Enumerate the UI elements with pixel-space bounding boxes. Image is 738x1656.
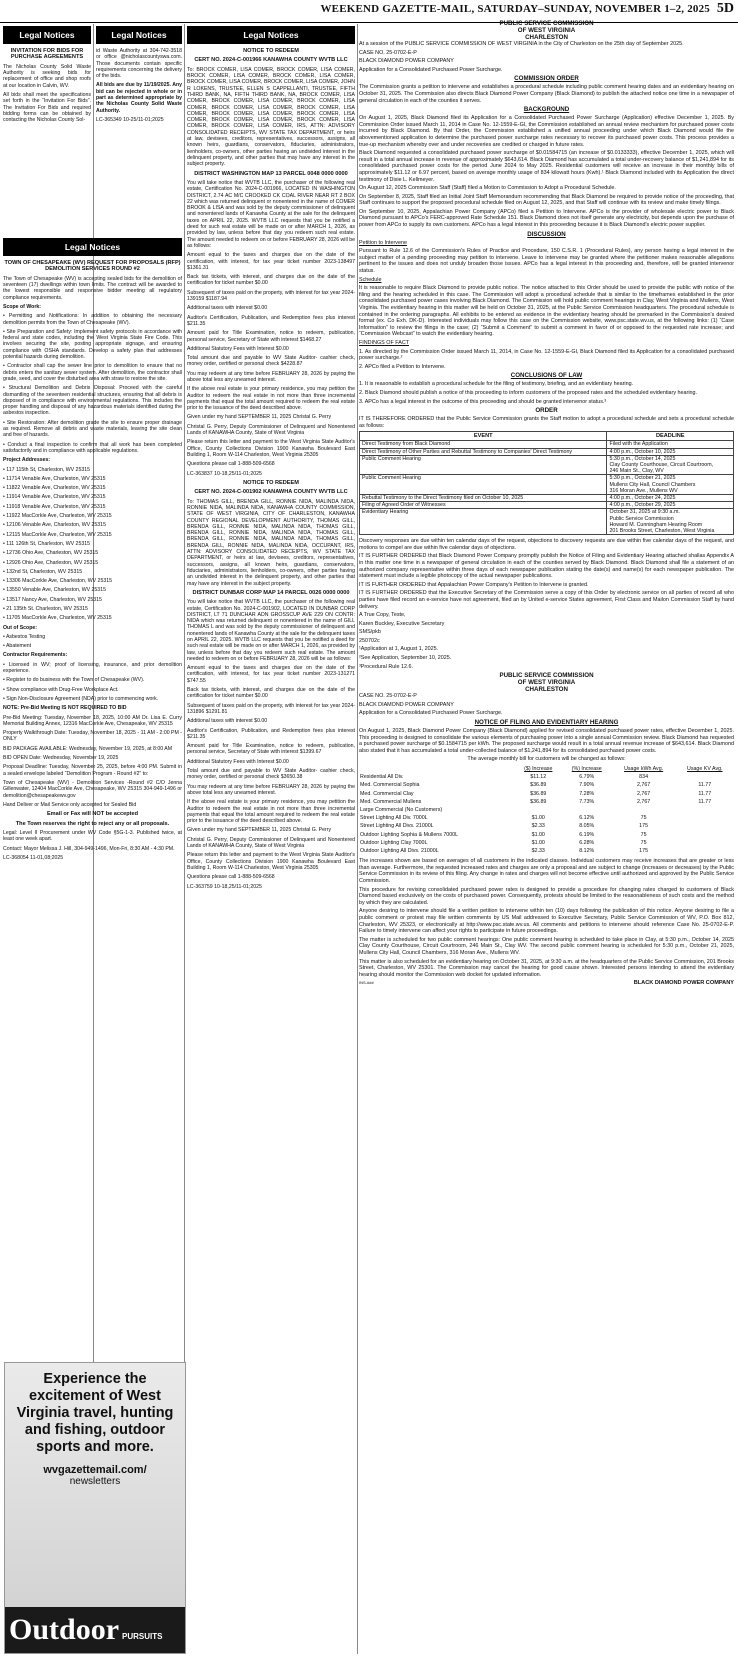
requirement-item: • Sign Non-Disclosure Agreement (NDA) prior to commencing work. (3, 695, 159, 702)
notice-body: You will take notice that WVTB LLC, the purchaser of the following real estate, Certification No. 2024-C-001966, LOCATED IN WASHINGTON DISTRICT, 2.74 AC M/C CROOKED CK COAL RIVER NEAR RT 2 BOX 22 which was returned delinquent or nonentered in the name of COMER BROOK & LISA and was sold by the deputy commissioner of delinquent and nonentered lands of Kanawha County at the sale for the delinquent taxes on APRIL 22, 2025. WVTB LLC requests that you be notified a deed for such real estate will be made on or after MARCH 1, 2026, as provided by law, unless before that day you redeem such real estate. The amount needed to redeem on or before FEBRUARY 28, 2026 will be as follows: (187, 179, 355, 249)
notice-body: If the above real estate is your primary residence, you may petition the Auditor to redeem the real estate in not more than three incremental payments that equal the total amount required to redeem the real estate prior to the issuance of the deed described above. (187, 799, 355, 825)
table-cell: Street Lighting All Divs. 21000L (360, 823, 434, 830)
project-address: • 12106 Venable Ave, Charleston, WV 25315 (3, 522, 106, 529)
legal-code: LC-363837 10-18,25/11-01;2025 (187, 470, 262, 477)
section-title: BACKGROUND (523, 106, 570, 114)
outdoor-pursuits-ad[interactable] (4, 1362, 186, 1654)
project-address: • 21 135th St. Charleston, WV 25315 (3, 605, 88, 612)
logo-subtext: PURSUITS (122, 1632, 163, 1641)
table-cell (676, 822, 734, 830)
column-rule (357, 24, 358, 1654)
notice-paragraph: The increases shown are based on averages of all customers in the indicated classes. Individual customers may receive increases that are greater or less than average. Furthermore, the requested increased rates and charges are only a proposal and are subject to change (increases or decreases) by the Public Service Commission in its review of this filing. Any change in rates and charges will not become effective until authorized and approved by the Public Service Commission. (359, 858, 734, 885)
table-row (360, 475, 734, 495)
legal-code: LC-363759 10-18,25/11-01;2025 (187, 883, 262, 890)
cert-number: CERT NO. 2024-C-001966 KANAWHA COUNTY WVTB LLC (194, 57, 348, 64)
order-paragraph: IT IS FURTHER ORDERED that Black Diamond Power Company promptly publish the Notice of Filing and Evidentiary Hearing attached shallas Appendix A in this matter one time in a newspaper of general circulation in each of the counties served by Black Diamond. Black Diamond shall file a statement of an authorized company representative within three days of each newspaper publication stating the date(s) and name(s) for each newspaper publication. The statement must include a legible photocopy of the actual newspaper publications. (359, 553, 734, 580)
psc-heading: OF WEST VIRGINIA (517, 679, 576, 687)
project-address: • 12115 MacCorkle Ave, Charleston, WV 25315 (3, 531, 112, 538)
notice-body: Auditor's Certification, Publication, and Redemption fees plus interest $211.35 (187, 727, 355, 740)
table-cell: 175 (639, 848, 649, 855)
table-cell: Large Commercial (No Customers) (360, 807, 443, 814)
section-title: NOTICE OF FILING AND EVIDENTIARY HEARING (474, 719, 619, 727)
project-address: • 11918 Venable Ave, Charleston, WV 25315 (3, 503, 106, 510)
table-row (359, 839, 734, 847)
order-paragraph: IT IS THEREFORE ORDERED that the Public Service Commission grants the Staff motion to adopt a procedural schedule and sets a procedural schedule as follows: (359, 416, 734, 429)
project-address: • 111 126th St, Charleston, WV 25315 (3, 540, 90, 547)
notice-body: Amount equal to the taxes and charges due on the date of the certification, with interest, for tax year ticket number 2023-131271 $747.55 (187, 665, 355, 684)
table-header: Usage KV Avg. (687, 766, 723, 772)
psc-notice (359, 20, 734, 1654)
notice-body: Additional taxes with interest $0.00 (187, 718, 268, 725)
project-address: • 117 115th St, Charleston, WV 25315 (3, 466, 90, 473)
intervene-paragraph: Pursuant to Rule 12.6 of the Commission's Rules of Practice and Procedure, 150 C.S.R. 1 (Procedural Rules), any person having a legal interest in the subject matter of a pending proceeding may petition to intervene. Leave to intervene may be granted where the petitioner makes reasonable allegations pertinent to the issues and does not unduly broaden those issues. APCo has a legal interest in this proceeding and, therefore, will be granted intervenor status. (359, 248, 734, 275)
table-row (360, 455, 734, 475)
notice-body: Additional Statutory Fees with Interest $0.00 (187, 758, 289, 765)
table-cell: 11.77 (698, 790, 712, 797)
table-header: EVENT (360, 432, 607, 441)
background-paragraph: On September 10, 2025, Appalachian Power Company (APCo) filed a Petition to Intervene. APCo is the provider of wholesale electric power to Black Diamond pursuant to APCo's FERC-approved Rate Schedule 151. Black Diamond does not itself generate any electricity, but depends upon the purchase of power from APCo to supply its own customers. APCo has a legal interest in this proceeding because it is Black Diamond's electric power supplier. (359, 208, 734, 229)
table-cell: 2,767 (636, 790, 651, 797)
table-row (359, 822, 734, 830)
table-row (360, 502, 734, 509)
table-cell (515, 806, 562, 814)
finding: 2. APCo filed a Petition to Intervene. (359, 363, 446, 370)
conclusion: 1. It is reasonable to establish a procedural schedule for the filing of testimony, briefing, and an evidentiary hearing. (359, 381, 634, 388)
table-cell (612, 806, 676, 814)
table-cell: 4:00 p.m., October 10, 2025 (607, 448, 734, 455)
out-of-scope-title: Out of Scope: (3, 624, 38, 631)
notice-paragraph: This matter is also scheduled for an evidentiary hearing on October 31, 2025, at 9:30 a.m. at the headquarters of the Public Service Commission, 201 Brooks Street, Charleston, WV 25301. The Commission may cancel the hearing for good cause shown. Interested persons intending to attend the evidentiary hearing should monitor the Commission web docket for updated information. (359, 958, 734, 978)
notice-paragraph: The matter is scheduled for two public comment hearings: One public comment hearing is scheduled to take place in Clay, at 5:30 p.m., October 14, 2025 Clay County Courthouse, Circuit Courtroom, 246 Main St., Clay WV. The second public comment hearing is scheduled for 5:30 p.m., October 21, 2025, Mullens City Hall, Council Chambers, 316 Moran Ave., Mullens WV. (359, 936, 734, 956)
background-paragraph: On August 12, 2025 Commission Staff (Staff) filed a Motion to Commission to Adopt a Procedural Schedule. (359, 185, 616, 192)
table-cell: 6.79% (579, 774, 595, 781)
table-row (359, 847, 734, 855)
legal-code: LC-368054 11-01,08;2025 (3, 854, 64, 861)
table-cell: Med. Commercial Sophia (360, 782, 420, 789)
submit-address: Town of Chesapeake (WV) - Demolition Services -Round #2 C/O Jenna Gillenwater, 12404 MacCorkle Ave, Chesapeake, WV 25315 304-949-1496 or demolition@chesapeakewv.gov (3, 779, 182, 799)
table-cell: Outdoor Lighting Sophia & Mullens 7000L (360, 831, 459, 838)
legal-notices-header: Legal Notices (3, 238, 182, 256)
table-cell: 7.73% (579, 798, 595, 805)
table-cell: $2.33 (531, 848, 545, 855)
background-paragraph: On August 1, 2025, Black Diamond filed its Application for a Consolidated Purchased Power Surcharge (Application) effective December 1, 2025. By Commission Order issued March 11, 2014 in Case No. 12-1559-E-GI, the Commission established an annual review mechanism for purchased power costs incurred by Black Diamond. By that Order, the Commission established a unified annual proceeding under which Black Diamond would file the abovementioned application to determine the purchased power surcharge rates necessary to recover its purchased power costs. This process provides a true-up mechanism whereby over and under recoveries are credited or charged in future rates. (359, 115, 734, 148)
notice-body: Please return this letter and payment to the West Virginia State Auditor's Office, County Collections Division 1900 Kanawha Boulevard East Building 1, Room W-114 Charleston, West Virginia 25305 (187, 852, 355, 871)
footer-company: BLACK DIAMOND POWER COMPANY (633, 980, 734, 987)
page-number: 5D (716, 1, 734, 16)
table-row (359, 781, 734, 789)
case-number: CASE NO. 25-0702-E-P (359, 693, 417, 700)
proposal-deadline: Proposal Deadline: Tuesday, November 25, 2025, before 4:00 PM. Submit in a sealed envelope labeled “Demolition Program - Round #2” to: (3, 764, 182, 777)
table-cell: Outdoor Lighting Clay 7000L (360, 839, 428, 846)
table-row (359, 806, 734, 814)
notice-body: Additional taxes with interest $0.00 (187, 305, 268, 312)
table-cell: Public Comment Hearing (360, 475, 607, 495)
notice-footer (359, 980, 734, 986)
table-cell: $2.33 (531, 823, 545, 830)
table-row (360, 509, 734, 535)
application: Application for a Consolidated Purchased Power Surcharge. (359, 710, 503, 717)
prebid-note: NOTE: Pre-Bid Meeting IS NOT REQUIRED TO BID (3, 705, 127, 712)
table-cell: 75 (640, 815, 647, 822)
notice-body: Christal G. Perry, Deputy Commissioner of Delinquent and Nonentered Lands of KANAWHA County, State of West Virginia (187, 836, 355, 850)
project-address: • 11705 MacCorkle Ave, Charleston, WV 25315 (3, 615, 112, 622)
notice-body: Subsequent of taxes paid on the property, with interest for tax year 2024-139159 $1187.94 (187, 289, 355, 303)
table-cell: 175 (639, 823, 649, 830)
table-cell: 6.12% (579, 815, 595, 822)
project-address: • 13517 Nancy Ave, Charleston, WV 25315 (3, 596, 102, 603)
bid-paragraph: The Nicholas County Solid Waste Authority is seeking bids for replacement of office and shop roofs at our location in Calvin, WV. (3, 63, 91, 89)
notice-body: You may redeem at any time before FEBRUARY 28, 2026 by paying the above total less any unearned interest. (187, 370, 355, 383)
bid-title: INVITATION FOR BIDS FOR PURCHASE AGREEMENTS (10, 48, 84, 61)
project-address: • 11714 Venable Ave, Charleston, WV 25315 (3, 475, 106, 482)
table-cell: 2,767 (636, 798, 651, 805)
scope-item: • Structural Demolition and Debris Disposal: Proceed with the careful dismantling of the seventeen residential structures, ensuring that all debris is disposed of in compliance with environmental regulations. This includes the proper handling and disposal of any hazardous materials identified during the asbestos inspection. (3, 385, 182, 417)
company: BLACK DIAMOND POWER COMPANY (359, 701, 454, 708)
footnote: ¹Application at 1, August 1, 2025. (359, 646, 439, 653)
table-cell: Public Comment Hearing (360, 455, 607, 475)
table-cell: $36.89 (530, 790, 547, 797)
table-cell: $1.00 (531, 839, 545, 846)
rates-body (359, 773, 734, 855)
chesapeake-notice (3, 238, 182, 1358)
logo-text: Outdoor (9, 1613, 120, 1646)
district-parcel: DISTRICT DUNBAR CORP MAP 14 PARCEL 0026 0000 0000 (192, 589, 350, 596)
table-header: ($) Increase (524, 766, 553, 772)
table-cell: Med. Commercial Clay (360, 790, 414, 797)
table-cell: $36.89 (530, 782, 547, 789)
notice-paragraph: Anyone desiring to intervene should file a written petition to intervene within ten (10) days following the publication of this notice. Anyone desiring to file a public comment or protest may file written comments by US Mail addressed to Executive Secretary, Public Service Commission of WV, P.O. Box 812, Charleston, WV 25323, or electronically at http://www.psc.state.wv.us. All comments and petitions to intervene should reference Case No. 25-0702-E-P. Failure to timely intervene can affect your rights to participate in future proceedings. (359, 908, 734, 935)
legal-notices-header: Legal Notices (96, 26, 182, 44)
psc-heading: PUBLIC SERVICE COMMISSION (499, 20, 594, 27)
table-row (360, 494, 734, 501)
application: Application for a Consolidated Purchased Power Surcharge. (359, 66, 503, 73)
table-cell: Filed with the Application (607, 441, 734, 448)
table-cell: 6.28% (579, 839, 595, 846)
legal-notices-header: Legal Notices (187, 26, 355, 44)
table-cell: 834 (639, 774, 649, 781)
table-cell: 4:00 p.m., October 29, 2025 (607, 502, 734, 509)
table-cell: October 31, 2025 at 9:30 a.m. Public Service Commission Howard M. Cunningham Hearing Room 201 Brooks Street, Charleston, West Virginia (607, 509, 734, 535)
table-cell (562, 806, 612, 814)
hand-deliver: Hand Deliver or Mail Service only accepted for Sealed Bid (3, 801, 137, 808)
signature-line: SMS/pkb (359, 629, 381, 636)
table-cell (676, 847, 734, 855)
rates-caption: The average monthly bill for customers will be changed as follows: (467, 756, 626, 763)
section-title: COMMISSION ORDER (514, 75, 579, 83)
psc-heading: CHARLESTON (525, 34, 568, 41)
table-cell: 2,767 (636, 782, 651, 789)
bid-package: BID PACKAGE AVAILABLE: Wednesday, November 19, 2025, at 8:00 AM (3, 745, 173, 752)
case-number: CASE NO. 25-0702-E-P (359, 49, 417, 56)
notice-body: Amount equal to the taxes and charges due on the date of the certification, with interest, for tax year ticket number 2023-138497 $1361.31 (187, 252, 355, 271)
notice-body: You will take notice that WVTB LLC, the purchaser of the following real estate, Certification No. 2024-C-001902, LOCATED IN DUNBAR CORP DISTRICT, LT 71 DUNCHAR ADN GROSSCUP AVE 229 ON CONTR: NIDA which was returned delinquent or nonentered in the name of GILL THOMAS L and was sold by the deputy commissioner of delinquent and nonentered lands of Kanawha County at the sale for the delinquent taxes on APRIL 22, 2025. WVTB LLC requests that you be notified a deed for such real estate will be made on or after MARCH 1, 2026, as provided by law, unless before that day you redeem such real estate. The amount needed to redeem on or before FEBRUARY 28, 2026 will be as follows: (187, 599, 355, 662)
table-cell: 5:30 p.m., October 21, 2025 Mullens City Hall, Council Chambers 316 Moran Ave., Mullens WV (607, 475, 734, 495)
table-cell: 75 (640, 831, 647, 838)
table-row (359, 814, 734, 822)
legal-code: LC-365349 10-25/11-01;2025 (96, 116, 164, 123)
table-cell: $1.00 (531, 815, 545, 822)
table-row (359, 831, 734, 839)
order-paragraph: IT IS FURTHER ORDERED that the Executive Secretary of the Commission serve a copy of this Order by electronic service on all parties of record all who parties have filed record an e-service have not agreement, filed an by United e-service States agreement, First Class and Mailon Commission Staff by hand delivery. (359, 590, 734, 610)
notice-body: Total amount due and payable to WV State Auditor- cashier check, money order, certified or personal check $4228.87 (187, 355, 355, 368)
out-of-scope-item: • Abatement (3, 643, 32, 650)
table-cell: Direct Testimony of Other Parties and Rebuttal Testimony to Companies' Direct Testimony (360, 448, 607, 455)
table-header (359, 765, 515, 773)
order-paragraph: Discovery responses are due within ten calendar days of the request, objections to discovery requests are due within five calendar days of the request, and motions to compel are due within five calendar days of objections. (359, 538, 734, 551)
project-address: • 12736 Ohio Ave, Charleston, WV 25315 (3, 550, 99, 557)
bid-paragraph: id Waste Authority at 304-742-3518 or office @nicholascountyswa.com. Those documents contain specific requirements concerning the delivery of the bids. (96, 48, 182, 80)
scope-title: Scope of Work: (3, 304, 41, 310)
notice-body: Christal G. Perry, Deputy Commissioner of Delinquent and Nonentered Lands of KANAWHA County, State of West Virginia (187, 423, 355, 437)
out-of-scope-item: • Asbestos Testing (3, 633, 46, 640)
ad-headline: Experience the excitement of West Virginia travel, hunting and fishing, outdoor sports and more. (16, 1371, 174, 1455)
scope-item: • Site Preparation and Safety: Implement safety protocols in accordance with federal and state codes, including the West Virginia State Fire Code. This involves securing the site, posting appropriate signage, and ensuring compliance with OSHA standards. Develop a safety plan that addresses potential hazards during demolition. (3, 328, 182, 361)
signature-line: Karen Buckley, Executive Secretary (359, 620, 445, 627)
table-cell: 11.77 (698, 782, 712, 789)
table-cell: Outdoor Lighting All Divs. 21000L (360, 848, 439, 855)
requirement-item: • Register to do business with the Town of Chesapeake (WV). (3, 677, 145, 684)
order-summary: The Commission grants a petition to intervene and establishes a procedural schedule including public comment hearing dates and an evidentiary hearing on October 31, 2025. The Commission also directs Black Diamond Power Company (Black Diamond) to publish the attached notice one time in a newspaper of general circulation in each of the counties it serves. (359, 84, 734, 104)
table-cell: 7.90% (579, 782, 595, 789)
section-title: DISCUSSION (527, 230, 566, 238)
col2-top (96, 26, 182, 236)
notice-body: Given under my hand SEPTEMBER 11, 2025 Christal G. Perry (187, 827, 332, 834)
section-title: ORDER (535, 407, 558, 415)
project-address: • 12926 Ohio Ave, Charleston, WV 25315 (3, 559, 99, 566)
table-cell: $1.00 (531, 831, 545, 838)
table-cell: 4:00 p.m., October 24, 2025 (607, 494, 734, 501)
notice-addressees: To: THOMAS GILL, BRENDA GILL, RONNIE NIDA, MALINDA NIDA, RONNIE NIDA, MALINDA NIDA, KANAWHA COUNTY COMMISSION, STATE OF WEST VIRGINIA, CITY OF CHARLESTON, KANAWHA COUNTY REGIONAL DEVELOPMENT AUTHORITY, THOMAS GILL, BRENDA GILL, RONNIE NIDA, MALINDA NIDA, THOMAS GILL, BRENDA GILL, RONNIE NIDA, MALINDA NIDA, THOMAS GILL, BRENDA GILL, RONNIE NIDA, MALINDA NIDA, THOMAS GILL, BRENDA GILL, RONNIE NIDA, MALINDA NIDA, OCCUPANT, IRS, ATTN: ADVISORY CONSOLIDATED RECEIPTS, WV STATE TAX DEPARTMENT, or heirs at law, devisees, creditors, representatives, successors, assigns, all known heirs, guardians, conservators, fiduciaries, administrators, lienholders, co-owners, other parties having an undivided interest in the delinquent property, and other parties that may have any interest in the subject property. (187, 498, 355, 587)
footnote: ³Procedural Rule 12.6. (359, 663, 413, 670)
table-header: Usage kWh Avg. (624, 766, 664, 772)
table-cell (676, 806, 734, 814)
notice-body: If the above real estate is your primary residence, you may petition the Auditor to redeem the real estate in not more than three incremental payments that equal the total amount required to redeem the real estate prior to the issuance of the deed described above. (187, 386, 355, 412)
projects-title: Project Addresses: (3, 457, 51, 464)
table-cell: 11.77 (698, 798, 712, 805)
signature-line: A True Copy, Teste, (359, 612, 406, 619)
scope-item: • Conduct a final inspection to confirm that all work has been completed satisfactorily and in compliance with applicable regulations. (3, 441, 182, 454)
col1-top (3, 26, 91, 260)
reserve-note: The Town reserves the right to reject any or all proposals. (15, 820, 170, 827)
footnote: ²See Application, September 10, 2025. (359, 655, 452, 662)
project-address: • 11914 Venable Ave, Charleston, WV 25315 (3, 494, 106, 501)
rates-table (359, 765, 734, 855)
bid-due-paragraph: All bids are due by 11/19/2025. Any bid can be rejected in whole or in part as determined appropriate by the Nicholas County Solid Waste Authority. (96, 82, 182, 114)
subsection-title: Petition to Intervene (359, 239, 407, 246)
table-row (359, 798, 734, 806)
table-cell: Rebuttal Testimony to the Direct Testimony filed on October 10, 2025 (360, 494, 607, 501)
psc-heading: CHARLESTON (525, 686, 568, 694)
outdoor-pursuits-logo (5, 1607, 186, 1653)
table-cell: 5:30 p.m., October 14, 2025 Clay County Courthouse, Circuit Courtroom, 246 Main St., Clay, WV (607, 455, 734, 475)
table-cell: Filing of Agreed Order of Witnesses (360, 502, 607, 509)
notice-body: Questions please call 1-888-509-6568 (187, 874, 275, 881)
notice-body: Subsequent of taxes paid on the property, with interest for tax year 2024-131896 $1291.81 (187, 702, 355, 715)
table-cell: 8.05% (579, 823, 595, 830)
project-address: • 13306 MacCorkle Ave, Charleston, WV 25315 (3, 578, 112, 585)
notice-body: Back tax tickets, with interest, and charges due on the date of the certification for ticket number $0.00 (187, 687, 355, 700)
table-cell (676, 839, 734, 847)
table-row (360, 448, 734, 455)
tax-notices-column (187, 26, 355, 1652)
notice-title: NOTICE TO REDEEM (243, 479, 299, 486)
ad-url[interactable]: wvgazettemail.com/ (43, 1464, 147, 1476)
table-row (359, 773, 734, 781)
email-note: Email or Fax will NOT be accepted (46, 811, 139, 818)
background-paragraph: Black Diamond requested a consolidated purchased power surcharge of $0.01584715 (an increase of $0.0133333), effective December 1, 2025, which will result in a total annual increase in revenue of approximately $643,614. Black Diamond has accumulated a total under-recovery balance of $1,241,894 for its consolidated purchased power costs for the period June 2024 to May 2025. Residential customers will receive an increase in their monthly bills of approximately $11.12 or 6.97 percent, based on average monthly usage of 834 kilowatt hours (Kwh).¹ Black Diamond included with its Application the direct testimony of Dixie L. Kellmeyer. (359, 150, 734, 183)
prebid-meeting: Pre-Bid Meeting: Tuesday, November 18, 2025, 10:00 AM Dr. Lisa E. Curry Memorial Building Annex, 12316 MacCorkle Ave, Chesapeake, WV 25315 (3, 714, 182, 727)
notice-body: Additional Statutory Fees with Interest $0.00 (187, 345, 289, 352)
table-cell: $36.89 (530, 798, 547, 805)
notice-body: Amount paid for Title Examination, notice to redeem, publication, personal service, Secretary of State with interest $1468.27 (187, 330, 355, 343)
project-address: • 11922 MacCorkle Ave, Charleston, WV 25315 (3, 513, 112, 520)
conclusion: 3. APCo has a legal interest in the outcome of this proceeding and should be granted intervenor status.³ (359, 398, 607, 405)
scope-item: • Permitting and Notifications: In addition to obtaining the necessary demolition permits from the Town of Chesapeake (WV). (3, 313, 182, 326)
background-paragraph: On September 8, 2025, Staff filed an Initial Joint Staff Memorandum recommending that Black Diamond be required to provide notice of the proceeding, that Staff continues to support the proposed procedural schedule filed on August 12, 2025, and that Staff will continue with its review and make timely filings. (359, 193, 734, 207)
notice-body: Please return this letter and payment to the West Virginia State Auditor's Office, County Collections Division 1900 Kanawha Boulevard East Building 1, Room W-114 Charleston, West Virginia 25305 (187, 439, 355, 458)
notice-addressees: To: BROCK COMER, LISA COMER, BROCK COMER, LISA COMER, BROCK COMER, LISA COMER, BROCK COMER, LISA COMER, BROCK COMER, LISA COMER, BROCK COMER, LISA COMER, JOHN R LOKENS, TRUSTEE, ELLEN S CAPPELLANTI, TRUSTEE, FIFTH THIRD BANK, NA, FIFTH THIRD BANK, NA, BROCK COMER, LISA COMER, BROCK COMER, LISA COMER, BROCK COMER, LISA COMER, BROCK COMER, LISA COMER, BROCK COMER, LISA COMER, BROCK COMER, LISA COMER, BROCK COMER, LISA COMER, BROCK COMER, LISA COMER, BROCK COMER, LISA COMER, BROCK COMER, LISA COMER, IRS, ATTN: ADVISORY CONSOLIDATED RECEIPTS, WV STATE TAX DEPARTMENT, or heirs at law, devisees, creditors, representatives, successors, assigns, all known heirs, guardians, conservators, fiduciaries, administrators, lienholders, co-owners, other parties having an undivided interest in the delinquent property, and other parties that may have any interest in the subject property. (187, 66, 355, 168)
section-title: CONCLUSIONS OF LAW (510, 372, 583, 380)
walkthrough: Property Walkthrough Date: Tuesday, November 18, 2025 - 11 AM - 2:00 PM - ONLY (3, 730, 182, 743)
legal-notices-header: Legal Notices (3, 26, 91, 44)
rfp-intro: The Town of Chesapeake (WV) is accepting sealed bids for the demolition of seventeen (17) dwellings within town limits. The contract will be awarded to the lowest responsible and responsive bidder meeting all regulatory compliance requirements. (3, 275, 182, 301)
masthead-title: WEEKEND GAZETTE-MAIL, SATURDAY–SUNDAY, NOVEMBER 1–2, 2025 (320, 3, 710, 15)
table-row (360, 441, 734, 448)
scope-item: • Site Restoration: After demolition grade the site to ensure proper drainage as required. Remove all debris and waste materials, leaving the site clean and free of hazards. (3, 419, 182, 439)
notice-body: Questions please call 1-888-509-6568 (187, 461, 275, 468)
project-address: • 13550 Venable Ave, Charleston, WV 25315 (3, 587, 106, 594)
table-cell: 8.12% (579, 848, 595, 855)
subsection-title: FINDINGS OF FACT (359, 339, 410, 346)
table-header: (%) Increase (571, 766, 602, 772)
notice-body: Given under my hand SEPTEMBER 11, 2025 Christal G. Perry (187, 414, 332, 421)
notice-body: Back tax tickets, with interest, and charges due on the date of the certification for ticket number $0.00 (187, 274, 355, 287)
signature-line: 250702c (359, 637, 380, 644)
district-parcel: DISTRICT WASHINGTON MAP 13 PARCEL 0048 0000 0000 (194, 170, 348, 177)
table-cell (676, 814, 734, 822)
notice-body: Amount paid for Title Examination, notice to redeem, publication, personal service, Secretary of State with interest $1399.67 (187, 743, 355, 756)
table-cell (676, 831, 734, 839)
legal-level: Legal: Level II Procurement under WV Code §5G-1-3. Published twice, at least one week apart. (3, 829, 182, 843)
schedule-paragraph: It is reasonable to require Black Diamond to provide public notice. The notice attached to this Order should be used to provide the public with notice of the filing and the hearing scheduled in this case. The Commission will adopt a procedural schedule that is similar to the timeframes established in the prior consolidated purchased power cases involving Black Diamond. The Commission will hold public comment hearings in Clay, West Virginia and Mullens, West Virginia. The evidentiary hearing in this matter will be held on October 31, 2025, at the Public Service Commission headquarters. The procedural schedule is contained in the ordering paragraphs. All exhibits to be entered as evidence in the evidentiary hearing should be premarked in the Commission's desired format (ex. Co Exh. DK-D). Interested individuals may follow this case on the Commission website, www.psc.state.wv.us, at the following links: (1) “Case Information” to review the filings in the case; (2) “Submit a Comment” to submit a comment in favor of or opposed to the requested rate increase; and “Commission Webcast” to watch the evidentiary hearing. (359, 285, 734, 338)
notice-paragraph: This procedure for revising consolidated purchased power rates is designed to provide a procedure for changing rates charged to customers of Black Diamond based exclusively on the costs of purchased power. Consequently, protests should be limited to the reasonableness of such costs and the method by which they are calculated. (359, 886, 734, 906)
table-header: DEADLINE (607, 432, 734, 441)
requirement-item: • Licensed in WV; proof of licensing, insurance, and prior demolition experience. (3, 661, 182, 675)
table-cell: Med. Commercial Mullens (360, 798, 422, 805)
requirement-item: • Show compliance with Drug-Free Workplace Act. (3, 686, 119, 693)
table-cell: 6.19% (579, 831, 595, 838)
project-address: • 132nd St, Charleston, WV 25315 (3, 568, 83, 575)
project-address: • 11822 Venable Ave, Charleston, WV 25315 (3, 485, 106, 492)
table-cell: 7.28% (579, 790, 595, 797)
notice-body: Total amount due and payable to WV State Auditor- cashier check, money order, certified or personal check $3650.38 (187, 768, 355, 781)
table-cell: Residential All Div. (360, 774, 404, 781)
footer-code: INS-### (359, 980, 374, 986)
notice-title: NOTICE TO REDEEM (243, 48, 299, 54)
contact: Contact: Mayor Melissa J. Hill, 304-949-1496, Mon-Fri, 8:30 AM - 4:30 PM. (3, 845, 175, 852)
bid-open: BID OPEN Date: Wednesday, November 19, 2025 (3, 755, 119, 762)
table-cell: Evidentiary Hearing (360, 509, 607, 535)
ad-newsletters: newsletters (69, 1476, 121, 1487)
cert-number: CERT NO. 2024-C-001902 KANAWHA COUNTY WVTB LLC (194, 489, 348, 496)
psc-heading: PUBLIC SERVICE COMMISSION (499, 672, 594, 680)
table-row (359, 790, 734, 798)
procedural-schedule-table (359, 431, 734, 535)
order-paragraph: IT IS FURTHER ORDERED that Appalachian Power Company's Petition to Intervene is granted. (359, 581, 589, 588)
finding: 1. As directed by the Commission Order issued March 11, 2014, in Case No. 12-1559-E-GI, Black Diamond filed its Application for a consolidated purchased power surcharge.² (359, 348, 734, 362)
requirements-title: Contractor Requirements: (3, 652, 68, 659)
chesapeake-title: TOWN OF CHESAPEAKE (WV) REQUEST FOR PROPOSALS (RFP) DEMOLITION SERVICES ROUND #2 (4, 260, 181, 273)
bid-paragraph: All bids shall meet the specifications set forth in the “Invitation For Bids”. The Invitation For Bids and required bidding forms can be obtained by contacting the Nicholas County Sol- (3, 92, 91, 124)
notice-body: You may redeem at any time before FEBRUARY 28, 2026 by paying the above total less any unearned interest. (187, 783, 355, 796)
notice-body: Auditor's Certification, Publication, and Redemption fees plus interest $211.35 (187, 314, 355, 327)
company: BLACK DIAMOND POWER COMPANY (359, 58, 454, 65)
table-cell: Street Lighting All Div. 7000L (360, 815, 428, 822)
scope-item: • Contractor shall cap the sewer line prior to demolition to ensure that no debris enters the sanitary sewer system. After demolition, the contractor shall grade, seed, and cover the disturbed area with straw to restore the site. (3, 363, 182, 382)
psc-heading: OF WEST VIRGINIA (517, 27, 576, 34)
table-cell: 75 (640, 839, 647, 846)
conclusion: 2. Black Diamond should publish a notice of this proceeding to inform customers of the proposed rates and the scheduled evidentiary hearing. (359, 389, 698, 396)
table-cell: $11.12 (530, 774, 547, 781)
table-cell (676, 773, 734, 781)
session: At a session of the PUBLIC SERVICE COMMISSION OF WEST VIRGINIA in the City of Charleston on the 25th day of September 2025. (359, 41, 684, 47)
notice-paragraph: On August 1, 2025, Black Diamond Power Company (Black Diamond) applied for revised consolidated purchased power rates, effective December 1, 2025. This proceeding is designed to consolidate the various elements of purchasing power into a single annual Commission review. Black Diamond has requested a purchased power surcharge of $0.1584715 per kWh. The proposed surcharge would result in a total annual revenue increase of $643,614. Black Diamond also stated that it has accumulated a total under-collected balance of $1,241,894 for its consolidated purchased power costs. (359, 728, 734, 754)
subsection-title: Schedule (359, 276, 382, 283)
table-cell: Direct Testimony from Black Diamond (360, 441, 607, 448)
